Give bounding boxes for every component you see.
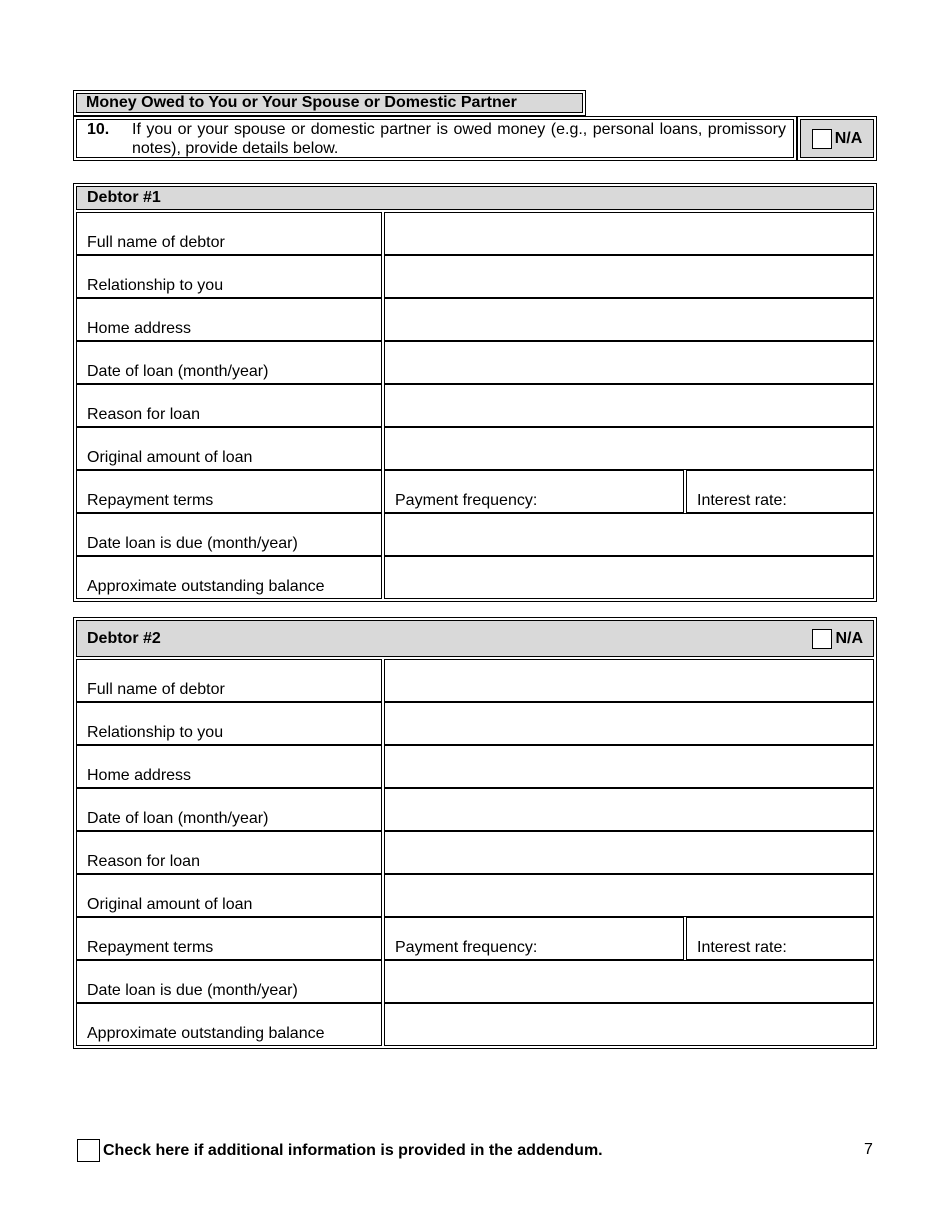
debtor-1-home-address-field[interactable] bbox=[384, 298, 874, 341]
debtor-2-date-of-loan-field[interactable] bbox=[384, 788, 874, 831]
debtor-2-balance-label: Approximate outstanding balance bbox=[76, 1003, 382, 1046]
debtor-2-relationship-field[interactable] bbox=[384, 702, 874, 745]
debtor-2-row-date-of-loan bbox=[76, 788, 874, 831]
page-number: 7 bbox=[864, 1141, 873, 1158]
debtor-1-row-date-of-loan bbox=[76, 341, 874, 384]
debtor-1-full-name-label: Full name of debtor bbox=[76, 212, 382, 255]
debtor-1-relationship-field[interactable] bbox=[384, 255, 874, 298]
debtor-1-row-reason bbox=[76, 384, 874, 427]
debtor-1-date-due-field[interactable] bbox=[384, 513, 874, 556]
debtor-1-reason-field[interactable] bbox=[384, 384, 874, 427]
debtor-1-row-repayment-terms bbox=[76, 470, 874, 513]
debtor-2-relationship-label: Relationship to you bbox=[76, 702, 382, 745]
debtor-2-interest-rate-field[interactable]: Interest rate: bbox=[686, 917, 874, 960]
debtor-2-row-original-amount bbox=[76, 874, 874, 917]
debtor-2-row-home-address bbox=[76, 745, 874, 788]
debtor-2-balance-field[interactable] bbox=[384, 1003, 874, 1046]
question-na-label: N/A bbox=[834, 129, 863, 147]
debtor-1-relationship-label: Relationship to you bbox=[76, 255, 382, 298]
debtor-2-repayment-terms-label: Repayment terms bbox=[76, 917, 382, 960]
debtor-1-payment-frequency-field[interactable]: Payment frequency: bbox=[384, 470, 684, 513]
debtor-2-date-of-loan-label: Date of loan (month/year) bbox=[76, 788, 382, 831]
debtor-1-original-amount-label: Original amount of loan bbox=[76, 427, 382, 470]
debtor-1-row-home-address bbox=[76, 298, 874, 341]
debtor-2-payment-frequency-field[interactable]: Payment frequency: bbox=[384, 917, 684, 960]
debtor-1-original-amount-field[interactable] bbox=[384, 427, 874, 470]
debtor-2-header bbox=[76, 620, 874, 657]
debtor-1-reason-label: Reason for loan bbox=[76, 384, 382, 427]
debtor-2-na-checkbox[interactable] bbox=[812, 629, 832, 649]
question-text-box bbox=[73, 116, 797, 161]
section-title: Money Owed to You or Your Spouse or Domestic Partner bbox=[76, 93, 583, 113]
debtor-2-original-amount-field[interactable] bbox=[384, 874, 874, 917]
question-na-box bbox=[797, 116, 877, 161]
debtor-2-original-amount-label: Original amount of loan bbox=[76, 874, 382, 917]
debtor-1-title: Debtor #1 bbox=[87, 189, 161, 206]
debtor-2-row-full-name bbox=[76, 659, 874, 702]
addendum-label: Check here if additional information is provided in the addendum. bbox=[103, 1141, 603, 1159]
debtor-2-reason-field[interactable] bbox=[384, 831, 874, 874]
debtor-1-full-name-field[interactable] bbox=[384, 212, 874, 255]
question-number: 10. bbox=[87, 121, 110, 138]
debtor-1-row-original-amount bbox=[76, 427, 874, 470]
debtor-1-balance-field[interactable] bbox=[384, 556, 874, 599]
debtor-1-balance-label: Approximate outstanding balance bbox=[76, 556, 382, 599]
debtor-2-home-address-label: Home address bbox=[76, 745, 382, 788]
debtor-2-row-date-due bbox=[76, 960, 874, 1003]
debtor-1-row-balance bbox=[76, 556, 874, 599]
debtor-1-row-full-name bbox=[76, 212, 874, 255]
debtor-1-date-of-loan-field[interactable] bbox=[384, 341, 874, 384]
debtor-1-row-relationship bbox=[76, 255, 874, 298]
debtor-2-full-name-field[interactable] bbox=[384, 659, 874, 702]
debtor-1-header bbox=[76, 186, 874, 210]
debtor-2-table bbox=[73, 617, 877, 1049]
debtor-2-row-reason bbox=[76, 831, 874, 874]
debtor-2-row-balance bbox=[76, 1003, 874, 1046]
debtor-2-title: Debtor #2 bbox=[87, 629, 161, 647]
debtor-2-row-relationship bbox=[76, 702, 874, 745]
question-10-row bbox=[73, 116, 877, 161]
debtor-1-date-of-loan-label: Date of loan (month/year) bbox=[76, 341, 382, 384]
debtor-2-na-label: N/A bbox=[835, 629, 863, 647]
debtor-1-home-address-label: Home address bbox=[76, 298, 382, 341]
debtor-2-full-name-label: Full name of debtor bbox=[76, 659, 382, 702]
addendum-checkbox[interactable] bbox=[77, 1139, 100, 1162]
debtor-1-interest-rate-field[interactable]: Interest rate: bbox=[686, 470, 874, 513]
debtor-2-home-address-field[interactable] bbox=[384, 745, 874, 788]
section-title-box bbox=[73, 90, 586, 116]
debtor-1-date-due-label: Date loan is due (month/year) bbox=[76, 513, 382, 556]
addendum-check bbox=[77, 1139, 603, 1162]
debtor-1-table bbox=[73, 183, 877, 602]
debtor-2-date-due-field[interactable] bbox=[384, 960, 874, 1003]
debtor-2-date-due-label: Date loan is due (month/year) bbox=[76, 960, 382, 1003]
debtor-1-row-date-due bbox=[76, 513, 874, 556]
question-text: If you or your spouse or domestic partner is owed money (e.g., personal loans, promissory notes), provide details below. bbox=[132, 121, 786, 157]
debtor-2-row-repayment-terms bbox=[76, 917, 874, 960]
question-na-checkbox[interactable] bbox=[812, 129, 832, 149]
debtor-1-repayment-terms-label: Repayment terms bbox=[76, 470, 382, 513]
debtor-2-reason-label: Reason for loan bbox=[76, 831, 382, 874]
